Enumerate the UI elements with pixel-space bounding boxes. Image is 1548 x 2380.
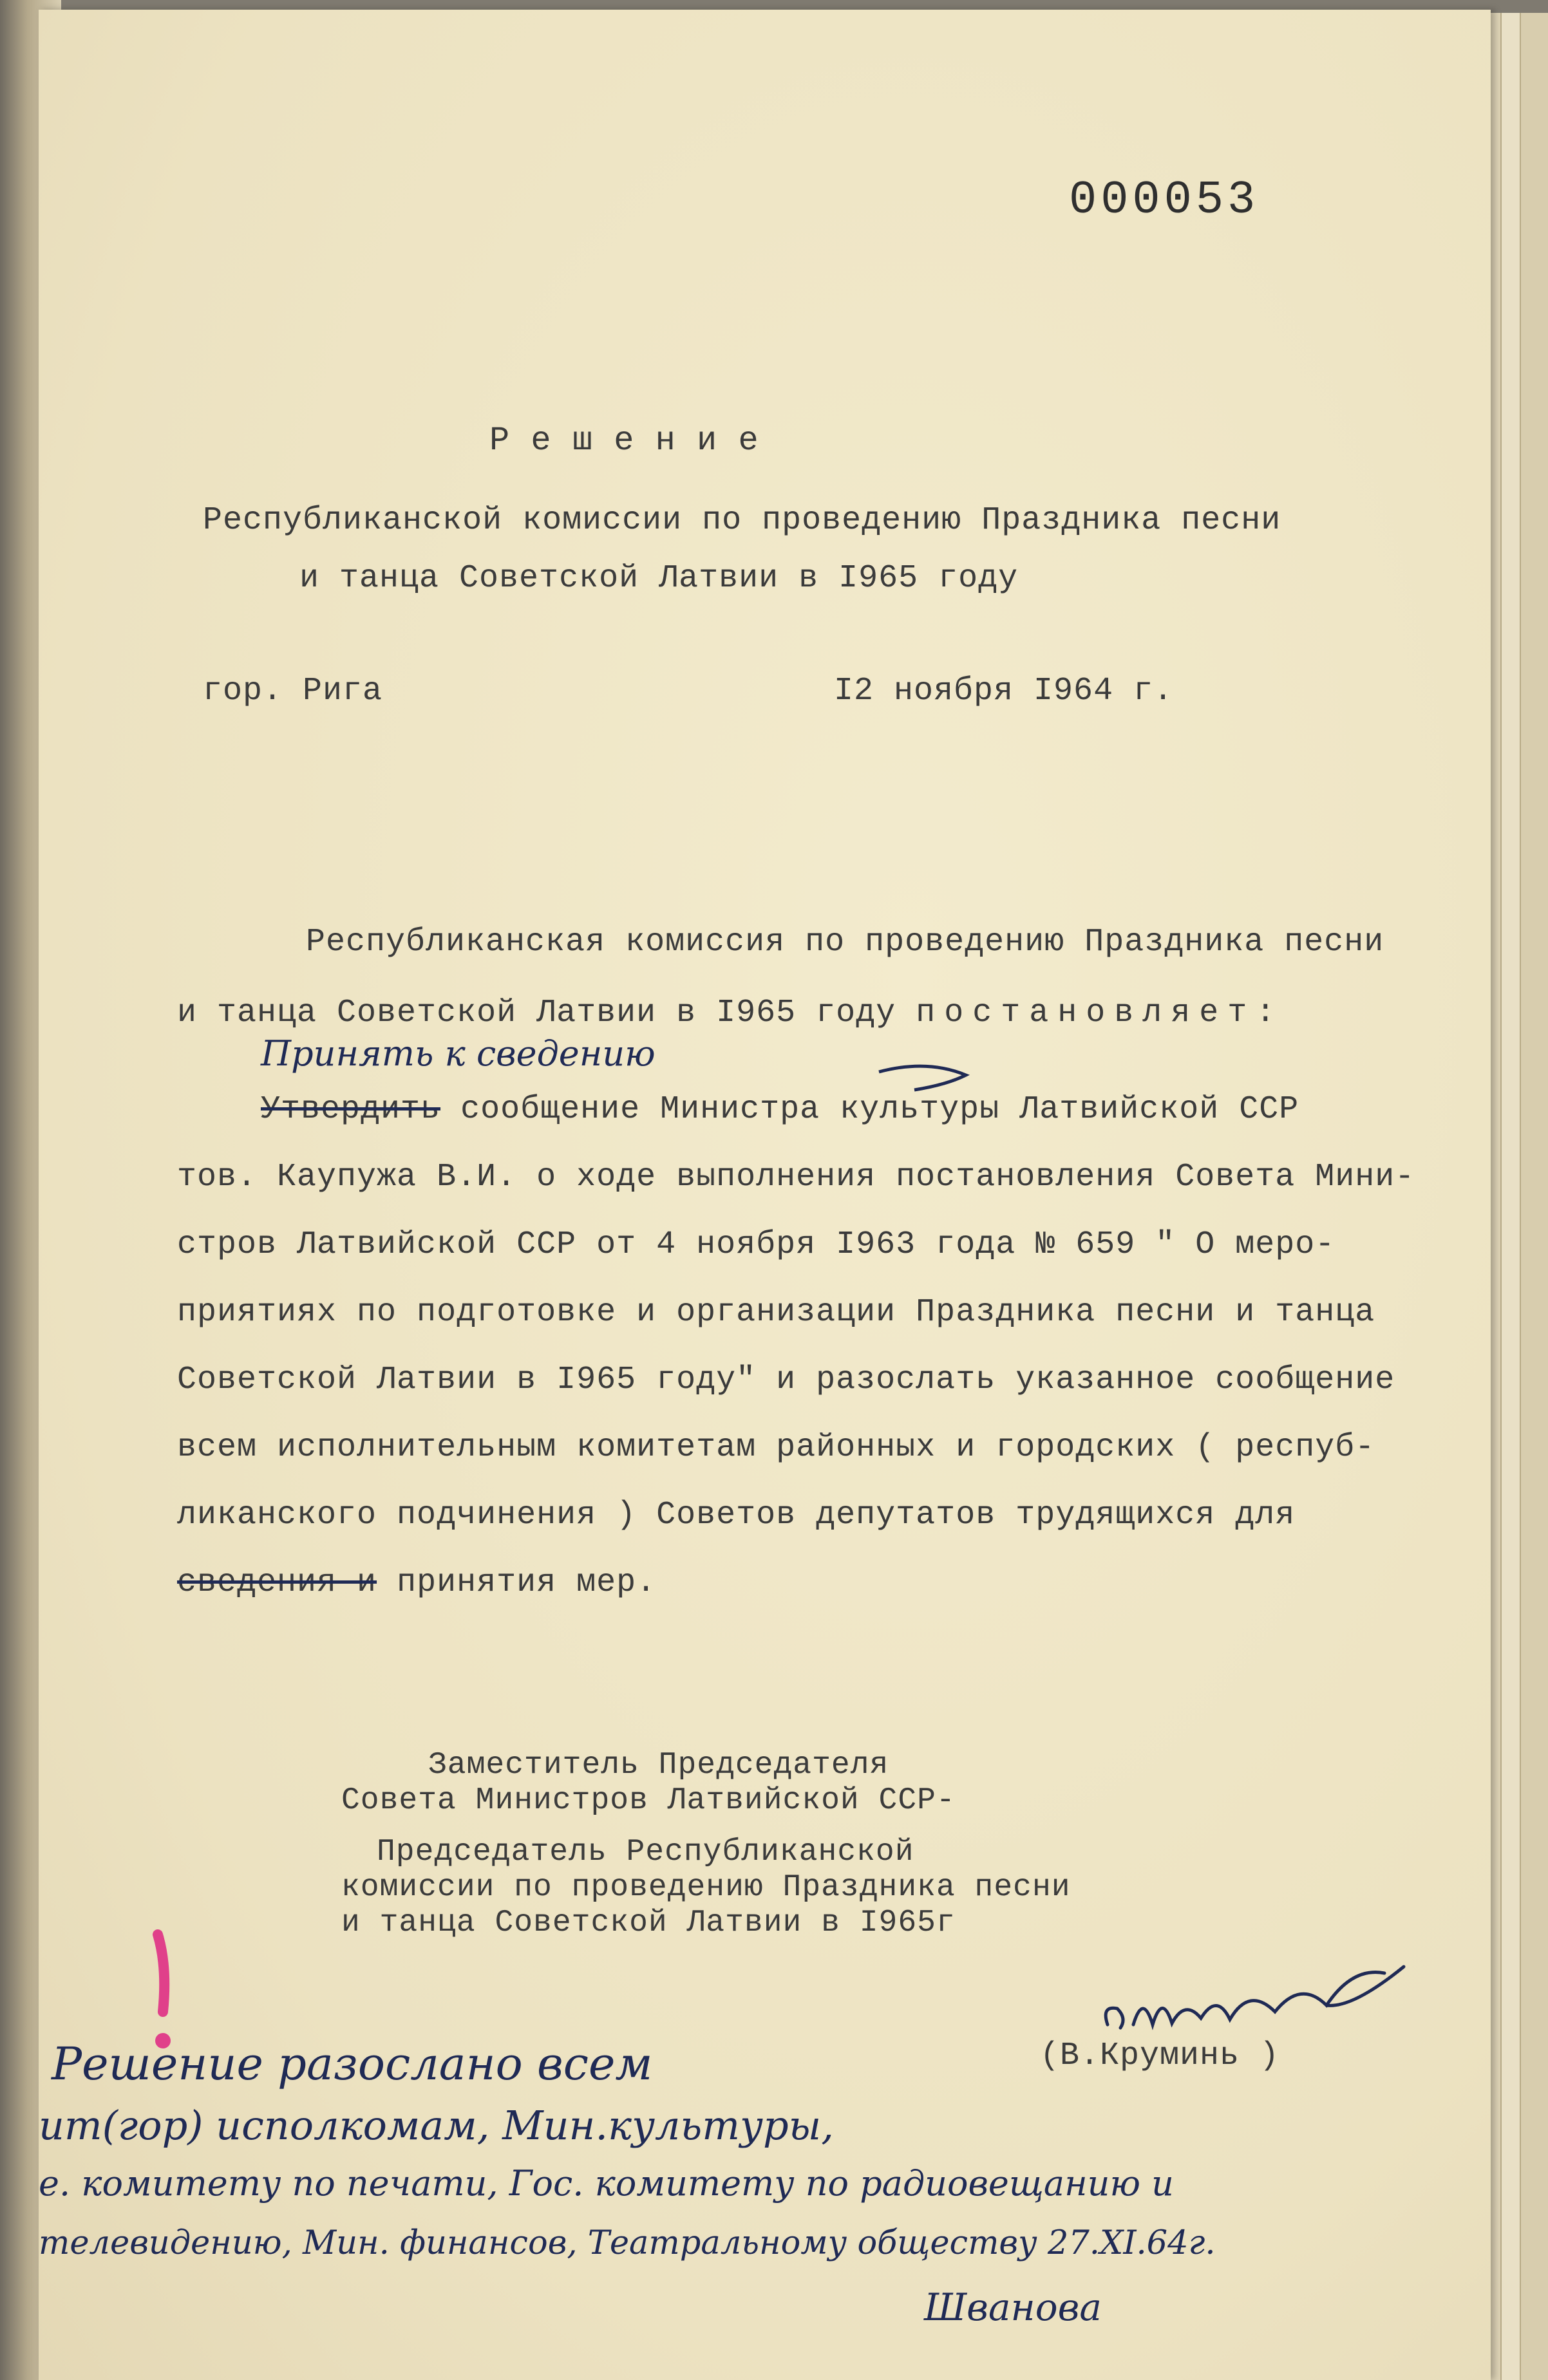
signature-line-2: Совета Министров Латвийской ССР- bbox=[341, 1783, 956, 1818]
signature-line-4: комиссии по проведению Праздника песни bbox=[341, 1870, 1071, 1905]
body-line-6: приятиях по подготовке и организации Праздника песни и танца bbox=[177, 1294, 1375, 1331]
struck-word: Утвердить bbox=[261, 1091, 441, 1128]
body-line-7: Советской Латвии в I965 году" и разослать указанное сообщение bbox=[177, 1362, 1395, 1398]
handwritten-note-line-3: е. комитету по печати, Гос. комитету по радиовещанию и bbox=[39, 2163, 1174, 2204]
body-line-4: тов. Каупужа В.И. о ходе выполнения постановления Совета Мини- bbox=[177, 1159, 1415, 1195]
handwritten-note-line-5: Шванова bbox=[924, 2285, 1102, 2329]
subtitle-line-1: Республиканской комиссии по проведению Праздника песни bbox=[203, 502, 1281, 539]
body-line-2 bbox=[177, 995, 1284, 1031]
struck-phrase: сведения и bbox=[177, 1564, 377, 1601]
body-line-3 bbox=[261, 1091, 1299, 1128]
signature-line-1: Заместитель Председателя bbox=[428, 1748, 889, 1783]
body-line-5: стров Латвийской ССР от 4 ноября I963 года № 659 " О меро- bbox=[177, 1226, 1336, 1263]
document-sheet bbox=[39, 10, 1491, 2380]
signatory-name: (В.Круминь ) bbox=[1040, 2038, 1280, 2074]
body-line-3-rest: сообщение Министра культуры Латвийской ССР bbox=[460, 1091, 1299, 1128]
body-line-2-start: и танца Советской Латвии в I965 году bbox=[177, 995, 896, 1031]
insert-arrow-icon bbox=[876, 1046, 979, 1098]
body-line-1: Республиканская комиссия по проведению Праздника песни bbox=[306, 924, 1384, 960]
signature-line-5: и танца Советской Латвии в I965г bbox=[341, 1906, 956, 1940]
date: I2 ноября I964 г. bbox=[834, 673, 1174, 709]
body-line-10-rest: принятия мер. bbox=[397, 1564, 657, 1601]
body-line-10 bbox=[177, 1564, 656, 1601]
signature-icon bbox=[1082, 1947, 1417, 2050]
body-line-9: ликанского подчинения ) Советов депутатов трудящихся для bbox=[177, 1497, 1296, 1533]
document-title: Р е ш е н и е bbox=[489, 422, 759, 460]
place: гор. Рига bbox=[203, 673, 383, 709]
subtitle-line-2: и танца Советской Латвии в I965 году bbox=[299, 560, 1019, 597]
signature-line-3: Председатель Республиканской bbox=[377, 1835, 914, 1869]
handwritten-insert: Принять к сведению bbox=[261, 1033, 656, 1074]
body-line-8: всем исполнительным комитетам районных и городских ( респуб- bbox=[177, 1429, 1375, 1466]
document-number: 000053 bbox=[1069, 174, 1260, 227]
handwritten-note-line-4: телевидению, Мин. финансов, Театральному обществу 27.XI.64г. bbox=[39, 2224, 1216, 2262]
handwritten-note-line-1: Решение разослано всем bbox=[52, 2038, 653, 2090]
handwritten-note-line-2: ит(гор) исполкомам, Мин.культуры, bbox=[39, 2102, 834, 2149]
body-verb: постановляет: bbox=[916, 995, 1285, 1031]
page-edge bbox=[1520, 13, 1548, 2380]
